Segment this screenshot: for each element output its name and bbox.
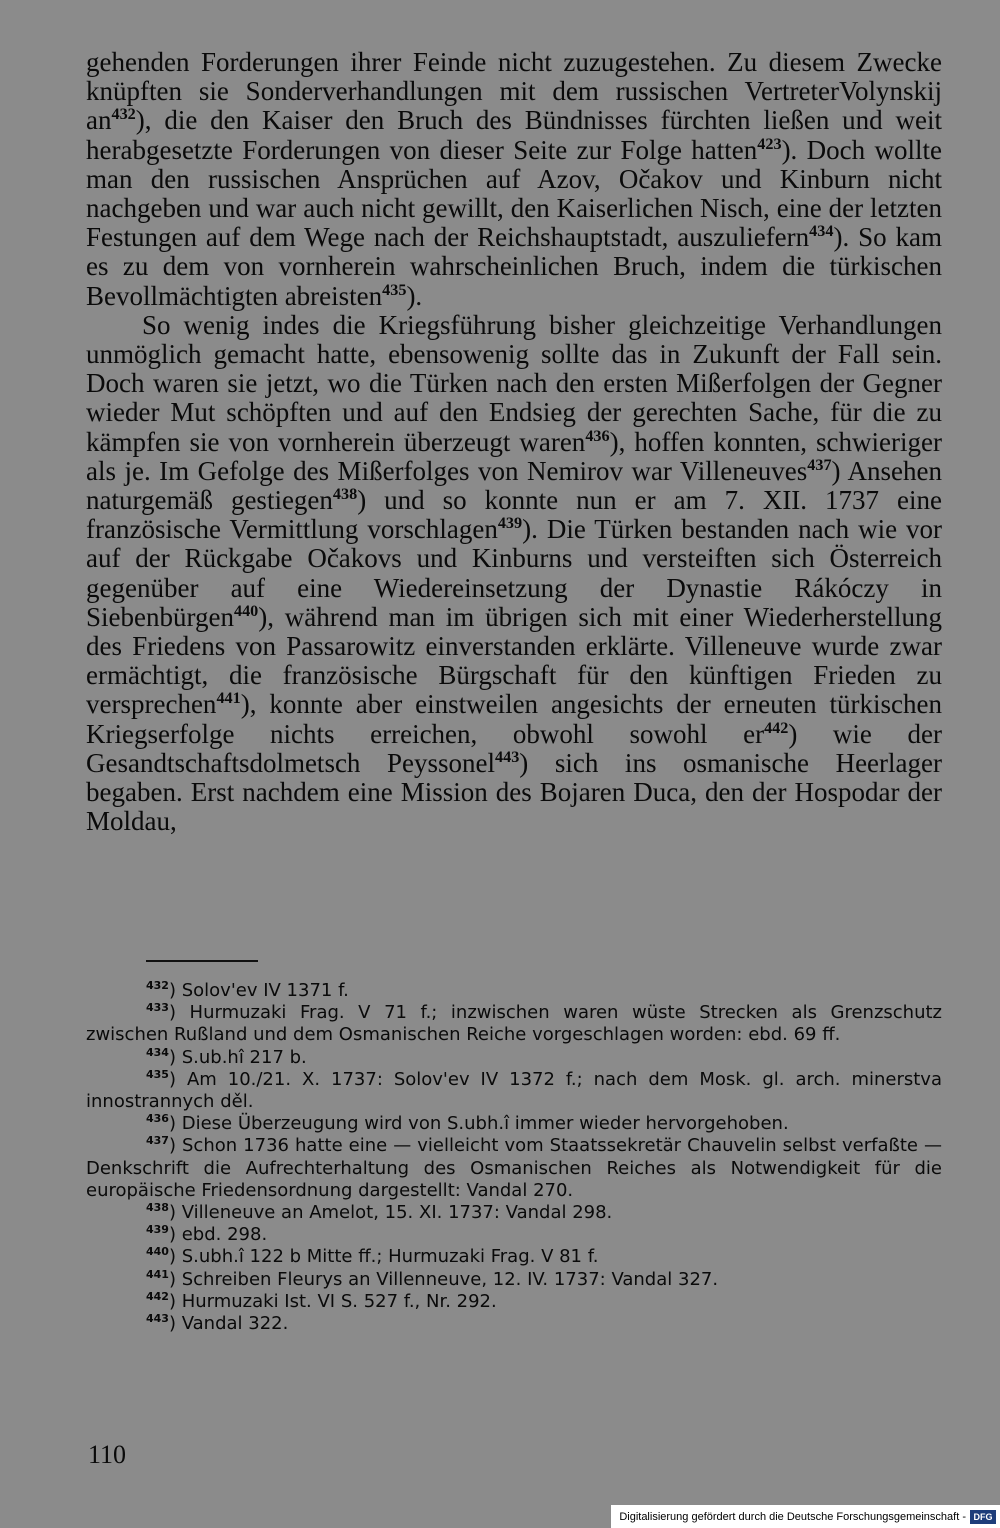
footnote-437: $^{437}$) Schon 1736 hatte eine — vielleicht vom Staatssekretär Chauvelin selbst verfaßte — Denkschrift die Aufrechterhaltung des Osmanischen Reiches als Notwendigkeit für die europäische Friedensordnung dargestellt: Vandal 270. bbox=[86, 1134, 942, 1201]
footnote-ref: 440 bbox=[233, 601, 259, 620]
footnote-434: $^{434}$) S.ub.hî 217 b. bbox=[146, 1045, 307, 1068]
footnote-ref: 441 bbox=[216, 689, 241, 708]
footnote-436: $^{436}$) Diese Überzeugung wird von S.ubh.î immer wieder hervorgehoben. bbox=[146, 1112, 789, 1135]
footnote-ref: 423 bbox=[757, 134, 782, 153]
footnote-432: $^{432}$) Solov'ev IV 1371 f. bbox=[146, 979, 349, 1001]
page-number: 110 bbox=[88, 1440, 127, 1469]
footnotes bbox=[86, 980, 942, 1335]
footnote-ref: 443 bbox=[495, 747, 520, 766]
footnote-divider bbox=[146, 960, 258, 962]
footnote-439: $^{439}$) ebd. 298. bbox=[146, 1223, 268, 1246]
footnote-440: $^{440}$) S.ubh.î 122 b Mitte ff.; Hurmuzaki Frag. V 81 f. bbox=[146, 1245, 599, 1268]
footnote-441: $^{441}$) Schreiben Fleurys an Villenneuve, 12. IV. 1737: Vandal 327. bbox=[146, 1267, 719, 1290]
footnote-ref: 434 bbox=[809, 222, 834, 241]
footnote-ref: 436 bbox=[585, 426, 610, 445]
paragraph-1: gehenden Forderungen ihrer Feinde nicht zuzugestehen. Zu diesem Zwecke knüpften sie Sonderverhandlungen mit dem russischen VertreterVolynskij $an^{432}$), die den Kaiser den Bruch des Bündnisses fürchten ließen und weit herabgesetzte Forderungen von dieser Seite zur Folge hatten$^{423}$). Doch wollte man den russischen Ansprüchen auf Azov, Očakov und Kinburn nicht nachgeben und war auch nicht gewillt, den Kaiserlichen Nisch, eine der letzten Festungen auf dem Wege nach der Reichshauptstadt, auszuliefern$^{434}$). So kam es zu dem von vornherein wahrscheinlichen Bruch, indem die türkischen Bevollmächtigten abreisten$^{435}$). bbox=[86, 47, 943, 311]
footnote-ref: 435 bbox=[382, 280, 407, 299]
footnote-ref: 437 bbox=[807, 455, 832, 474]
dfg-logo: DFG bbox=[970, 1510, 996, 1524]
footnote-ref: 432 bbox=[111, 105, 136, 124]
footnote-ref: 439 bbox=[497, 514, 523, 533]
main-text bbox=[86, 48, 942, 836]
footnote-438: $^{438}$) Villeneuve an Amelot, 15. XI. 1737: Vandal 298. bbox=[146, 1201, 613, 1224]
footnote-435: $^{435}$) Am 10./21. X. 1737: Solov'ev IV 1372 f.; nach dem Mosk. gl. arch. minerstva innostrannych děl. bbox=[86, 1067, 942, 1113]
footnote-433: $^{433}$) Hurmuzaki Frag. V 71 f.; inzwischen waren wüste Strecken als Grenzschutz zwischen Rußland und dem Osmanischen Reiche vorgeschlagen worden: ebd. 69 ff. bbox=[86, 1001, 942, 1046]
digitization-footer bbox=[611, 1505, 1000, 1528]
footnote-ref: 438 bbox=[332, 485, 358, 504]
paragraph-2: So wenig indes die Kriegsführung bisher gleichzeitige Verhandlungen unmöglich gemacht hatte, ebensowenig sollte das in Zukunft der Fall sein. Doch waren sie jetzt, wo die Türken nach den ersten Mißerfolgen der Gegner wieder Mut schöpften und auf den Endsieg der gerechten Sache, für die zu kämpfen sie von vornherein überzeugt waren$^{436}$), hoffen konnten, schwieriger als je. Im Gefolge des Mißerfolges von Nemirov war Villeneuves$^{437}$) Ansehen naturgemäß gestiegen$^{438}$) und so konnte nun er am 7. XII. 1737 eine französische Vermittlung vorschlagen$^{439}$). Die Türken bestanden nach wie vor auf der Rückgabe Očakovs und Kinburns und versteiften sich Österreich gegenüber auf eine Wiedereinsetzung der Dynastie Rákóczy in Siebenbürgen$^{440}$), während man im übrigen sich mit einer Wiederherstellung des Friedens von Passarowitz einverstanden erklärte. Villeneuve wurde zwar ermächtigt, die französische Bürgschaft für den künftigen Frieden zu versprechen$^{441}$), konnte aber einstweilen angesichts der erneuten türkischen Kriegserfolge nichts erreichen, obwohl sowohl $er^{442}$) wie der Gesandtschaftsdolmetsch Peyssonel$^{443}$) sich ins osmanische Heerlager begaben. Erst nachdem eine Mission des Bojaren Duca, den der Hospodar der Moldau, bbox=[86, 309, 943, 837]
footnote-442: $^{442}$) Hurmuzaki Ist. VI S. 527 f., Nr. 292. bbox=[146, 1289, 497, 1312]
footnote-443: $^{443}$) Vandal 322. bbox=[146, 1312, 289, 1335]
footnote-ref: 442 bbox=[764, 718, 789, 737]
footer-text: Digitalisierung gefördert durch die Deutsche Forschungsgemeinschaft - bbox=[619, 1510, 966, 1523]
